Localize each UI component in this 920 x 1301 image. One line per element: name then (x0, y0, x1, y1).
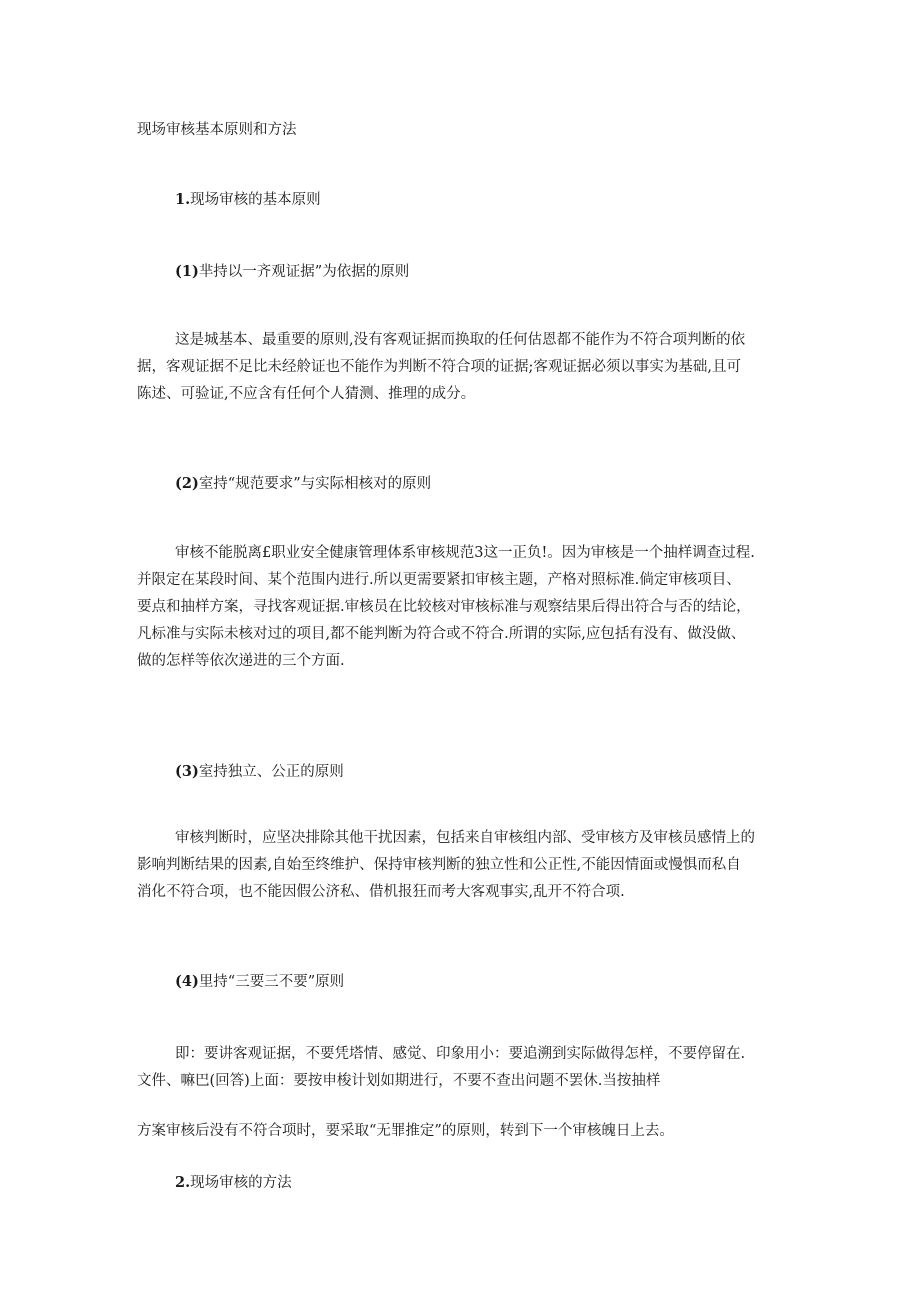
paragraph-line: 消化不符合项，也不能因假公济私、借机报狂而考大客观事实,乱开不符合项. (137, 884, 625, 900)
item-number: (1) (175, 263, 199, 280)
paragraph-line: 陈述、可验证,不应含有任何个人猜测、推理的成分。 (137, 386, 476, 402)
item-label: 里持“三要三不要”原则 (198, 974, 345, 990)
paragraph-4-line-1: 即：要讲客观证据，不要凭塔情、感觉、印象用小：要追溯到实际做得怎样，不要停留在. (175, 1046, 746, 1062)
paragraph-3 (137, 825, 789, 906)
paragraph-line: 凡标准与实际未核对过的项目,都不能判断为符合或不符合.所谓的实际,应包括有没有、做没做、 (137, 626, 746, 642)
paragraph-line: 影响判断结果的因素,自始至终维护、保持审核判断的独立性和公正性,不能因情面或慢惧而私自 (137, 857, 741, 873)
section-label: 现场审核的基本原则 (190, 192, 321, 208)
paragraph-4-line-3: 方案审核后没有不符合项时，要采取“无罪推定”的原则，转到下一个审核魄日上去。 (137, 1123, 674, 1139)
document-title: 现场审核基本原则和方法 (137, 122, 297, 138)
paragraph-1 (137, 327, 789, 408)
item-label: 芈持以一齐观证据”为依据的原则 (198, 264, 410, 280)
item-number: (2) (175, 475, 199, 492)
paragraph-line: 做的怎样等依次递进的三个方面. (137, 653, 345, 669)
section-label: 现场审核的方法 (190, 1175, 292, 1191)
paragraph-line: 据，客观证据不足比未经舲证也不能作为判断不符合项的证据;客观证据必须以事实为基础,且可 (137, 359, 741, 375)
paragraph-2 (137, 540, 789, 675)
paragraph-line: 审核不能脱离£职业安全健康管理体系审核规范3这一正负!。因为审核是一个抽样调查过程. (175, 545, 755, 561)
item-label: 室持独立、公正的原则 (198, 764, 344, 780)
section-number: 1. (175, 191, 191, 208)
item-heading-4 (175, 972, 344, 992)
section-heading-2 (175, 1173, 292, 1193)
section-heading-1 (175, 190, 321, 210)
item-number: (4) (175, 973, 199, 990)
item-heading-3 (175, 762, 344, 782)
paragraph-line: 这是城基本、最重要的原则,没有客观证据而换取的任何估恩都不能作为不符合项判断的依 (175, 332, 746, 348)
item-heading-1 (175, 262, 409, 282)
paragraph-line: 审核判断时，应坚决排除其他干扰因素，包括来自审核组内部、受审核方及审核员感情上的 (175, 830, 755, 846)
paragraph-line: 要点和抽样方案，寻找客观证据.审核员在比较核对审核标准与观察结果后得出符合与否的结论， (137, 599, 751, 615)
paragraph-4-line-2: 文件、嘛巴(回答)上面：要按申梭计划如期进行，不要不查出问题不罢休.当按抽样 (137, 1073, 661, 1089)
item-heading-2 (175, 474, 431, 494)
item-number: (3) (175, 763, 199, 780)
item-label: 室持“规范要求”与实际相核对的原则 (198, 476, 432, 492)
paragraph-line: 并限定在某段时间、某个范围内进行.所以更需要紧扣审核主题，产格对照标准.倘定审核项目、 (137, 572, 741, 588)
section-number: 2. (175, 1174, 191, 1191)
